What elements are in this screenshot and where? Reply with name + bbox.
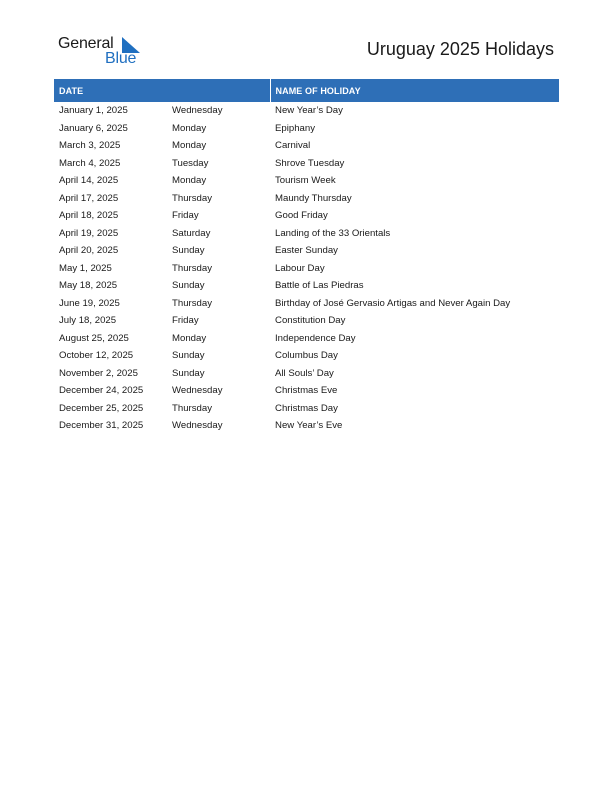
column-header-date: DATE [54,79,270,102]
cell-date: December 31, 2025 [59,420,144,431]
table-row [54,137,559,155]
table-row [54,330,559,348]
cell-holiday-name: Independence Day [275,332,356,344]
table-row [54,120,559,138]
cell-holiday-name: New Year’s Eve [275,420,343,431]
cell-weekday: Sunday [172,350,205,361]
cell-date: November 2, 2025 [59,367,138,379]
cell-weekday: Monday [172,332,207,344]
cell-weekday: Thursday [172,192,212,204]
cell-weekday: Thursday [172,297,212,309]
cell-date: April 18, 2025 [59,210,119,221]
cell-date: April 20, 2025 [59,245,119,256]
cell-date: August 25, 2025 [59,332,129,344]
cell-date: April 19, 2025 [59,227,119,239]
table-row [54,382,559,400]
table-row [54,295,559,313]
cell-date: January 1, 2025 [59,105,128,116]
cell-weekday: Wednesday [172,420,223,431]
cell-holiday-name: Labour Day [275,262,325,274]
table-row [54,365,559,383]
cell-weekday: Saturday [172,227,211,239]
cell-date: July 18, 2025 [59,315,117,326]
cell-holiday-name: Constitution Day [275,315,346,326]
table-row [54,190,559,208]
logo-text-blue: Blue [105,50,137,67]
table-row [54,347,559,365]
table-row [54,207,559,225]
holiday-table [54,79,559,435]
cell-holiday-name: Good Friday [275,210,328,221]
table-row [54,155,559,173]
cell-date: May 18, 2025 [59,280,118,291]
generalblue-logo [58,34,148,68]
cell-date: January 6, 2025 [59,122,128,134]
cell-holiday-name: Landing of the 33 Orientals [275,227,391,239]
cell-holiday-name: Battle of Las Piedras [275,280,364,291]
cell-weekday: Thursday [172,402,212,414]
cell-holiday-name: Epiphany [275,122,316,134]
cell-holiday-name: All Souls’ Day [275,367,334,379]
cell-weekday: Thursday [172,262,212,274]
cell-holiday-name: Birthday of José Gervasio Artigas and Never Again Day [275,297,511,309]
cell-weekday: Monday [172,175,207,186]
cell-holiday-name: Christmas Day [275,402,338,414]
cell-holiday-name: Maundy Thursday [275,192,352,204]
table-row [54,102,559,120]
cell-date: October 12, 2025 [59,350,134,361]
cell-weekday: Monday [172,122,207,134]
cell-date: December 24, 2025 [59,385,144,396]
cell-weekday: Wednesday [172,385,223,396]
cell-date: December 25, 2025 [59,402,144,414]
cell-holiday-name: Christmas Eve [275,385,338,396]
table-row [54,400,559,418]
cell-holiday-name: Tourism Week [275,175,336,186]
cell-weekday: Sunday [172,280,205,291]
table-row [54,312,559,330]
table-row [54,260,559,278]
table-row [54,277,559,295]
cell-weekday: Sunday [172,367,205,379]
cell-date: June 19, 2025 [59,297,120,309]
cell-holiday-name: Carnival [275,140,311,151]
cell-holiday-name: New Year’s Day [275,105,343,116]
table-row [54,225,559,243]
cell-weekday: Friday [172,210,199,221]
page-title: Uruguay 2025 Holidays [366,39,554,59]
table-row [54,417,559,435]
cell-date: May 1, 2025 [59,262,112,274]
cell-holiday-name: Shrove Tuesday [275,157,345,169]
cell-holiday-name: Columbus Day [275,350,338,361]
column-header-name: NAME OF HOLIDAY [270,79,559,102]
cell-weekday: Tuesday [172,157,209,169]
table-header-row [54,79,559,102]
holiday-rows [54,102,559,435]
cell-date: March 3, 2025 [59,140,121,151]
cell-date: April 14, 2025 [59,175,119,186]
cell-holiday-name: Easter Sunday [275,245,338,256]
cell-weekday: Sunday [172,245,205,256]
table-row [54,172,559,190]
cell-weekday: Wednesday [172,105,223,116]
cell-weekday: Friday [172,315,199,326]
cell-date: April 17, 2025 [59,192,119,204]
cell-weekday: Monday [172,140,207,151]
cell-date: March 4, 2025 [59,157,121,169]
table-row [54,242,559,260]
logo-text-general: General [58,35,114,52]
